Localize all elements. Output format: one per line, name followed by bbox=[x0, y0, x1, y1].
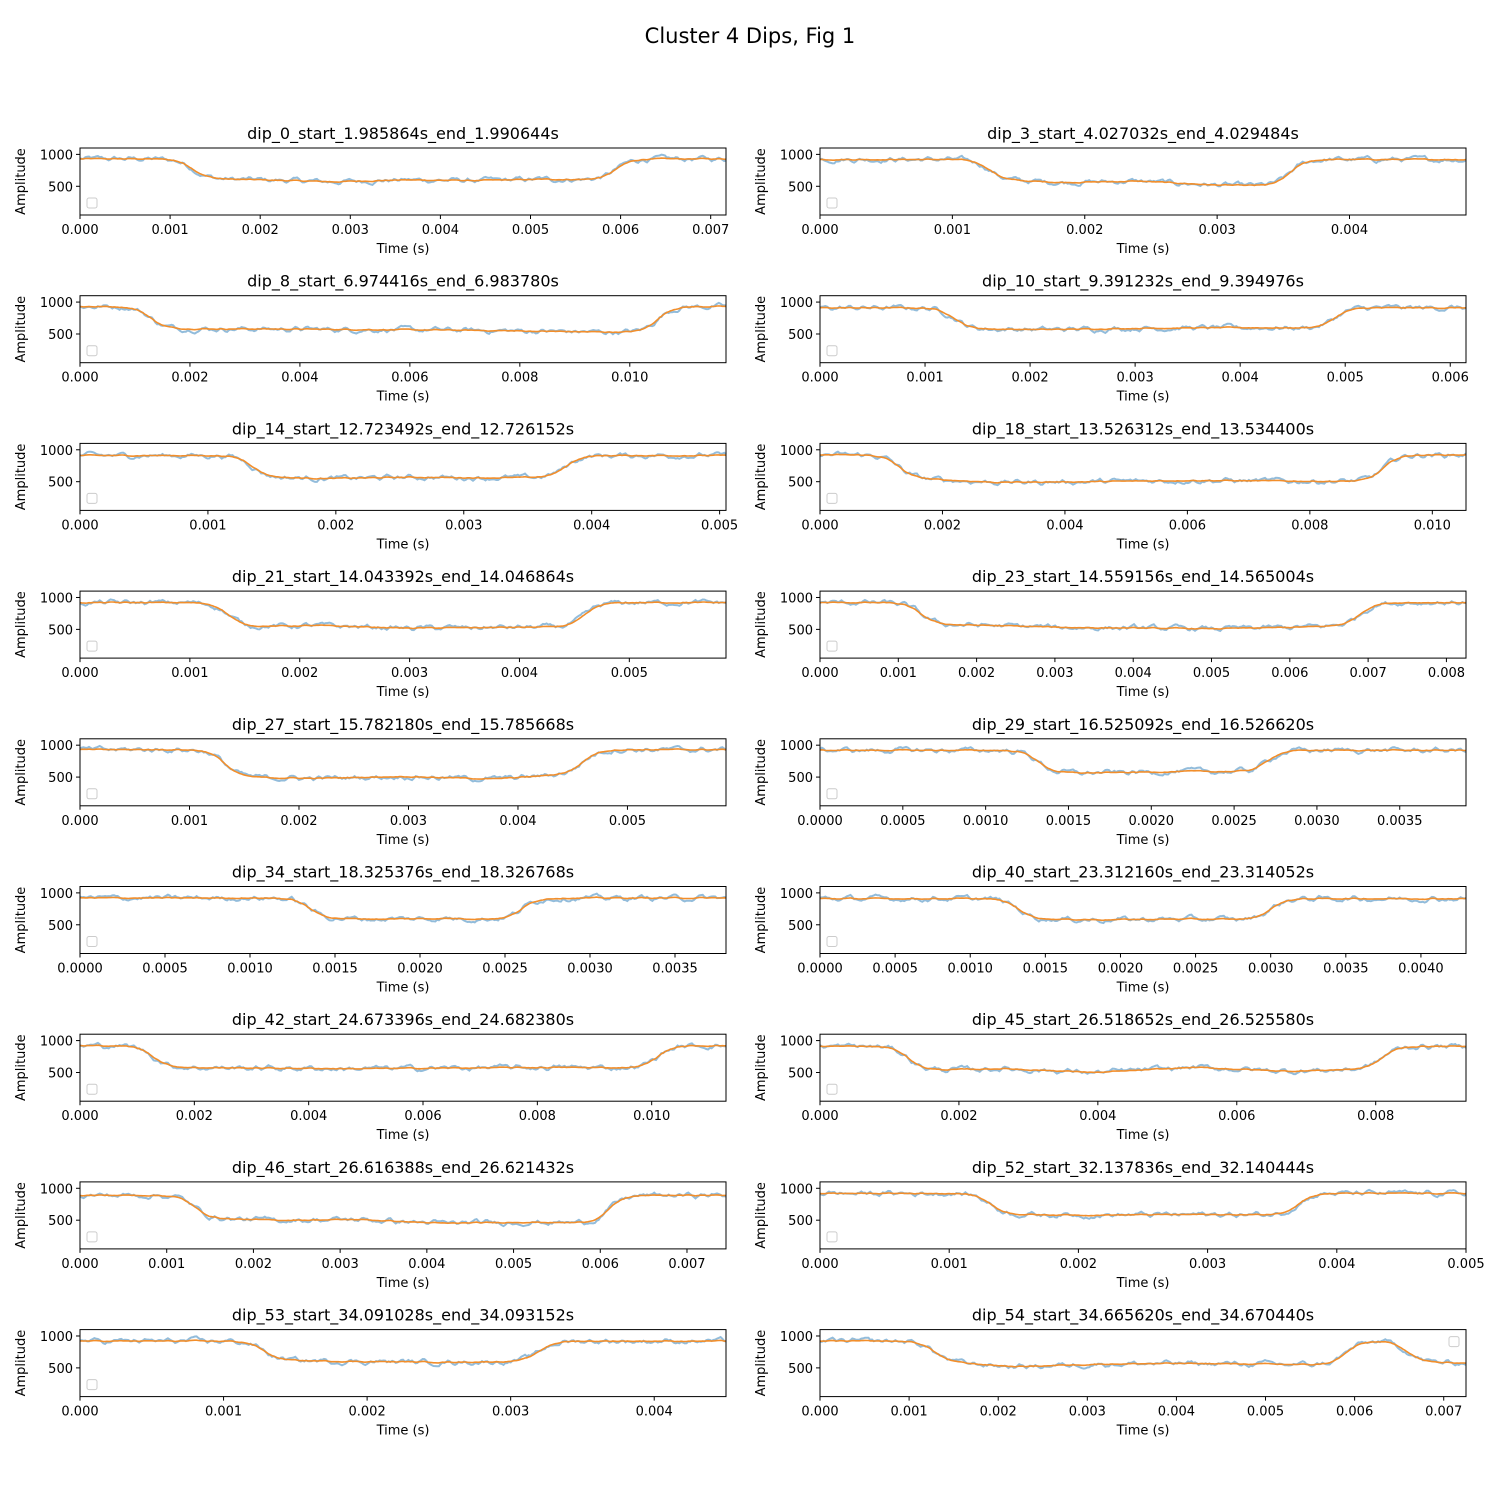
x-tick-label: 0.002 bbox=[317, 518, 355, 534]
x-axis-label: Time (s) bbox=[376, 685, 430, 701]
x-axis-label: Time (s) bbox=[1116, 980, 1170, 996]
x-tick-label: 0.002 bbox=[1011, 370, 1049, 386]
y-tick-label: 1000 bbox=[779, 591, 813, 607]
x-tick-label: 0.0025 bbox=[482, 961, 528, 977]
x-tick-label: 0.001 bbox=[170, 813, 209, 829]
y-tick-label: 1000 bbox=[779, 1182, 813, 1198]
smoothed-series-line bbox=[820, 602, 1466, 629]
y-tick-label: 1000 bbox=[39, 886, 73, 902]
x-tick-label: 0.0020 bbox=[1128, 813, 1175, 829]
x-tick-label: 0.002 bbox=[1059, 1256, 1098, 1272]
y-tick-label: 500 bbox=[48, 771, 73, 787]
smoothed-series-line bbox=[80, 1045, 726, 1069]
figure-title: Cluster 4 Dips, Fig 1 bbox=[644, 24, 856, 48]
y-tick-label: 500 bbox=[48, 1066, 73, 1082]
subplot-title: dip_45_start_26.518652s_end_26.525580s bbox=[971, 1010, 1315, 1030]
x-axis-label: Time (s) bbox=[1116, 1423, 1170, 1439]
subplot-title: dip_52_start_32.137836s_end_32.140444s bbox=[971, 1157, 1315, 1177]
legend-box bbox=[827, 1084, 837, 1094]
x-tick-label: 0.006 bbox=[601, 223, 640, 238]
subplot-12 bbox=[14, 1010, 726, 1143]
x-tick-label: 0.006 bbox=[1271, 666, 1309, 682]
legend-box bbox=[827, 198, 837, 208]
y-axis-label: Amplitude bbox=[754, 738, 769, 806]
x-tick-label: 0.002 bbox=[241, 223, 279, 238]
subplot-title: dip_46_start_26.616388s_end_26.621432s bbox=[231, 1157, 575, 1177]
x-tick-label: 0.007 bbox=[1349, 666, 1387, 682]
subplot-title: dip_40_start_23.312160s_end_23.314052s bbox=[971, 862, 1315, 882]
y-axis-label: Amplitude bbox=[754, 1182, 769, 1249]
plot-frame bbox=[80, 1330, 726, 1397]
x-axis-label: Time (s) bbox=[376, 537, 430, 553]
x-axis-label: Time (s) bbox=[1116, 832, 1170, 848]
subplot-11 bbox=[754, 863, 1466, 996]
subplot-0 bbox=[14, 124, 729, 257]
x-tick-label: 0.003 bbox=[1198, 223, 1236, 238]
subplot-title: dip_29_start_16.525092s_end_16.526620s bbox=[971, 714, 1315, 734]
x-tick-label: 0.004 bbox=[281, 370, 319, 386]
x-axis-label: Time (s) bbox=[376, 1275, 430, 1291]
x-tick-label: 0.000 bbox=[801, 223, 839, 238]
subplot-15 bbox=[754, 1158, 1485, 1291]
x-tick-label: 0.000 bbox=[801, 1109, 839, 1125]
x-tick-label: 0.001 bbox=[151, 223, 189, 238]
y-tick-label: 1000 bbox=[39, 739, 73, 755]
x-tick-label: 0.003 bbox=[331, 223, 369, 238]
x-tick-label: 0.002 bbox=[280, 813, 318, 829]
legend-box bbox=[87, 493, 97, 503]
x-tick-label: 0.000 bbox=[801, 370, 839, 386]
legend-box bbox=[827, 493, 837, 503]
y-tick-label: 500 bbox=[788, 327, 813, 343]
y-tick-label: 500 bbox=[48, 475, 73, 491]
x-tick-label: 0.000 bbox=[61, 1256, 99, 1272]
x-tick-label: 0.002 bbox=[171, 370, 209, 386]
x-tick-label: 0.001 bbox=[171, 666, 209, 682]
y-axis-label: Amplitude bbox=[754, 443, 769, 511]
x-tick-label: 0.005 bbox=[610, 666, 648, 682]
legend-box bbox=[827, 789, 837, 799]
x-tick-label: 0.001 bbox=[148, 1256, 186, 1272]
y-axis-label: Amplitude bbox=[754, 1329, 769, 1397]
x-tick-label: 0.000 bbox=[801, 1256, 839, 1272]
y-axis-label: Amplitude bbox=[14, 591, 29, 658]
subplot-title: dip_27_start_15.782180s_end_15.785668s bbox=[231, 714, 575, 734]
subplot-5 bbox=[754, 419, 1466, 552]
x-tick-label: 0.000 bbox=[61, 1109, 99, 1125]
x-tick-label: 0.002 bbox=[234, 1256, 273, 1272]
y-tick-label: 1000 bbox=[39, 443, 73, 459]
y-tick-label: 1000 bbox=[779, 1034, 813, 1050]
x-tick-label: 0.005 bbox=[1447, 1256, 1485, 1272]
subplot-title: dip_54_start_34.665620s_end_34.670440s bbox=[971, 1305, 1315, 1325]
x-tick-label: 0.003 bbox=[1068, 1404, 1106, 1420]
x-tick-label: 0.000 bbox=[801, 1404, 839, 1420]
raw-series-line bbox=[820, 600, 1466, 631]
y-tick-label: 500 bbox=[788, 1361, 813, 1377]
x-tick-label: 0.008 bbox=[518, 1109, 556, 1125]
x-tick-label: 0.000 bbox=[61, 223, 99, 238]
smoothed-series-line bbox=[80, 749, 726, 779]
y-axis-label: Amplitude bbox=[14, 148, 29, 215]
x-tick-label: 0.003 bbox=[321, 1256, 359, 1272]
y-tick-label: 1000 bbox=[39, 591, 73, 607]
y-axis-label: Amplitude bbox=[14, 1329, 29, 1397]
x-tick-label: 0.0005 bbox=[872, 961, 918, 977]
subplot-title: dip_21_start_14.043392s_end_14.046864s bbox=[231, 567, 575, 587]
y-tick-label: 500 bbox=[788, 623, 813, 639]
x-tick-label: 0.003 bbox=[1036, 666, 1074, 682]
y-tick-label: 500 bbox=[788, 1214, 813, 1230]
y-tick-label: 500 bbox=[788, 771, 813, 787]
subplot-title: dip_0_start_1.985864s_end_1.990644s bbox=[247, 124, 559, 143]
x-tick-label: 0.000 bbox=[61, 813, 99, 829]
smoothed-series-line bbox=[820, 454, 1466, 483]
y-axis-label: Amplitude bbox=[754, 591, 769, 658]
smoothed-series-line bbox=[80, 306, 726, 333]
y-tick-label: 1000 bbox=[779, 739, 813, 755]
subplot-title: dip_34_start_18.325376s_end_18.326768s bbox=[231, 862, 575, 882]
y-tick-label: 500 bbox=[788, 918, 813, 934]
subplot-title: dip_3_start_4.027032s_end_4.029484s bbox=[987, 124, 1299, 143]
x-tick-label: 0.0035 bbox=[652, 961, 698, 977]
y-tick-label: 1000 bbox=[39, 148, 73, 164]
x-axis-label: Time (s) bbox=[376, 832, 430, 848]
plot-frame bbox=[80, 148, 726, 215]
x-tick-label: 0.0030 bbox=[1247, 961, 1294, 977]
x-tick-label: 0.004 bbox=[408, 1256, 446, 1272]
x-tick-label: 0.0000 bbox=[57, 961, 103, 977]
y-tick-label: 500 bbox=[48, 1214, 73, 1230]
x-axis-label: Time (s) bbox=[376, 980, 430, 996]
x-tick-label: 0.0010 bbox=[227, 961, 273, 977]
x-tick-label: 0.000 bbox=[61, 370, 99, 386]
x-tick-label: 0.003 bbox=[390, 666, 429, 682]
subplot-1 bbox=[754, 124, 1466, 257]
subplot-title: dip_42_start_24.673396s_end_24.682380s bbox=[231, 1010, 575, 1030]
x-tick-label: 0.004 bbox=[1114, 666, 1152, 682]
x-tick-label: 0.003 bbox=[1116, 370, 1154, 386]
x-tick-label: 0.001 bbox=[204, 1404, 243, 1420]
x-tick-label: 0.0010 bbox=[947, 961, 993, 977]
y-tick-label: 1000 bbox=[39, 296, 73, 312]
subplot-6 bbox=[14, 567, 726, 700]
y-tick-label: 1000 bbox=[779, 148, 813, 164]
y-tick-label: 500 bbox=[48, 623, 73, 639]
y-tick-label: 500 bbox=[788, 475, 813, 491]
x-axis-label: Time (s) bbox=[376, 1128, 430, 1144]
x-tick-label: 0.006 bbox=[1218, 1109, 1256, 1125]
x-tick-label: 0.006 bbox=[391, 370, 429, 386]
x-tick-label: 0.008 bbox=[1357, 1109, 1395, 1125]
x-tick-label: 0.003 bbox=[492, 1404, 530, 1420]
legend-box bbox=[87, 346, 97, 356]
y-tick-label: 500 bbox=[788, 180, 813, 196]
x-axis-label: Time (s) bbox=[376, 389, 430, 405]
x-tick-label: 0.006 bbox=[581, 1256, 619, 1272]
x-axis-label: Time (s) bbox=[376, 1423, 430, 1439]
plot-frame bbox=[820, 1034, 1466, 1101]
legend-box bbox=[827, 937, 837, 947]
x-tick-label: 0.002 bbox=[348, 1404, 386, 1420]
x-tick-label: 0.005 bbox=[700, 518, 739, 534]
y-tick-label: 1000 bbox=[779, 1329, 813, 1345]
x-tick-label: 0.0020 bbox=[397, 961, 443, 977]
x-tick-label: 0.0015 bbox=[1045, 813, 1092, 829]
x-axis-label: Time (s) bbox=[1116, 242, 1170, 257]
x-tick-label: 0.004 bbox=[1318, 1256, 1356, 1272]
x-tick-label: 0.005 bbox=[608, 813, 647, 829]
x-tick-label: 0.000 bbox=[61, 518, 99, 534]
x-tick-label: 0.005 bbox=[511, 223, 550, 238]
x-tick-label: 0.0040 bbox=[1398, 961, 1444, 977]
x-tick-label: 0.0030 bbox=[567, 961, 613, 977]
subplot-8 bbox=[14, 715, 726, 848]
x-tick-label: 0.000 bbox=[801, 666, 839, 682]
x-tick-label: 0.005 bbox=[1326, 370, 1364, 386]
subplot-9 bbox=[754, 715, 1466, 848]
x-tick-label: 0.006 bbox=[1431, 370, 1469, 386]
subplot-4 bbox=[14, 419, 738, 552]
x-tick-label: 0.001 bbox=[930, 1256, 968, 1272]
x-tick-label: 0.0025 bbox=[1211, 813, 1257, 829]
x-tick-label: 0.004 bbox=[573, 518, 611, 534]
x-tick-label: 0.0025 bbox=[1172, 961, 1219, 977]
legend-box bbox=[87, 789, 97, 799]
x-tick-label: 0.0035 bbox=[1376, 813, 1423, 829]
legend-box bbox=[827, 346, 837, 356]
subplot-title: dip_23_start_14.559156s_end_14.565004s bbox=[971, 567, 1315, 587]
x-tick-label: 0.008 bbox=[501, 370, 539, 386]
y-axis-label: Amplitude bbox=[14, 1182, 29, 1249]
x-tick-label: 0.004 bbox=[1330, 223, 1369, 238]
x-tick-label: 0.001 bbox=[906, 370, 944, 386]
x-axis-label: Time (s) bbox=[376, 242, 430, 257]
x-tick-label: 0.003 bbox=[1188, 1256, 1227, 1272]
y-axis-label: Amplitude bbox=[14, 1034, 29, 1102]
subplot-7 bbox=[754, 567, 1466, 700]
subplot-13 bbox=[754, 1010, 1466, 1143]
subplot-2 bbox=[14, 272, 726, 405]
y-tick-label: 1000 bbox=[779, 443, 813, 459]
x-tick-label: 0.002 bbox=[281, 666, 319, 682]
y-axis-label: Amplitude bbox=[754, 148, 769, 215]
x-tick-label: 0.004 bbox=[500, 666, 539, 682]
subplot-title: dip_14_start_12.723492s_end_12.726152s bbox=[231, 419, 575, 439]
x-tick-label: 0.0000 bbox=[797, 961, 843, 977]
y-axis-label: Amplitude bbox=[754, 295, 769, 363]
x-tick-label: 0.001 bbox=[879, 666, 917, 682]
x-tick-label: 0.004 bbox=[1046, 518, 1084, 534]
x-tick-label: 0.0015 bbox=[1022, 961, 1069, 977]
raw-series-line bbox=[80, 599, 726, 630]
x-tick-label: 0.0010 bbox=[962, 813, 1009, 829]
x-tick-label: 0.000 bbox=[61, 1404, 99, 1420]
legend-box bbox=[87, 641, 97, 651]
x-tick-label: 0.005 bbox=[494, 1256, 533, 1272]
y-tick-label: 1000 bbox=[779, 886, 813, 902]
plot-frame bbox=[80, 591, 726, 658]
x-tick-label: 0.005 bbox=[1246, 1404, 1285, 1420]
subplot-title: dip_10_start_9.391232s_end_9.394976s bbox=[982, 271, 1304, 291]
x-tick-label: 0.002 bbox=[175, 1109, 213, 1125]
legend-box bbox=[87, 1380, 97, 1390]
x-tick-label: 0.004 bbox=[499, 813, 537, 829]
x-tick-label: 0.010 bbox=[1413, 518, 1451, 534]
x-tick-label: 0.004 bbox=[635, 1404, 673, 1420]
y-tick-label: 500 bbox=[48, 180, 73, 196]
x-tick-label: 0.0005 bbox=[880, 813, 926, 829]
x-tick-label: 0.000 bbox=[61, 666, 99, 682]
y-axis-label: Amplitude bbox=[14, 738, 29, 806]
x-tick-label: 0.008 bbox=[1427, 666, 1466, 682]
y-tick-label: 1000 bbox=[779, 296, 813, 312]
y-tick-label: 500 bbox=[788, 1066, 813, 1082]
legend-box bbox=[827, 1232, 837, 1242]
subplot-3 bbox=[754, 272, 1469, 405]
y-axis-label: Amplitude bbox=[14, 295, 29, 363]
x-tick-label: 0.004 bbox=[290, 1109, 328, 1125]
x-tick-label: 0.004 bbox=[421, 223, 459, 238]
x-tick-label: 0.0015 bbox=[312, 961, 358, 977]
subplot-17 bbox=[754, 1306, 1466, 1439]
x-tick-label: 0.006 bbox=[1336, 1404, 1374, 1420]
y-axis-label: Amplitude bbox=[754, 886, 769, 954]
subplot-title: dip_8_start_6.974416s_end_6.983780s bbox=[247, 271, 559, 291]
x-tick-label: 0.001 bbox=[189, 518, 227, 534]
subplot-14 bbox=[14, 1158, 726, 1291]
x-tick-label: 0.010 bbox=[611, 370, 649, 386]
x-tick-label: 0.001 bbox=[890, 1404, 928, 1420]
y-tick-label: 1000 bbox=[39, 1034, 73, 1050]
x-tick-label: 0.002 bbox=[957, 666, 996, 682]
x-tick-label: 0.0020 bbox=[1097, 961, 1144, 977]
y-tick-label: 500 bbox=[48, 1361, 73, 1377]
subplot-10 bbox=[14, 863, 726, 996]
subplot-16 bbox=[14, 1306, 726, 1439]
legend-box bbox=[87, 1232, 97, 1242]
legend-box bbox=[827, 641, 837, 651]
x-tick-label: 0.007 bbox=[668, 1256, 706, 1272]
x-tick-label: 0.0000 bbox=[797, 813, 843, 829]
y-tick-label: 500 bbox=[48, 918, 73, 934]
smoothed-series-line bbox=[80, 455, 726, 479]
subplot-title: dip_18_start_13.526312s_end_13.534400s bbox=[971, 419, 1315, 439]
x-tick-label: 0.002 bbox=[1066, 223, 1104, 238]
plot-frame bbox=[820, 887, 1466, 954]
x-tick-label: 0.001 bbox=[933, 223, 971, 238]
x-tick-label: 0.002 bbox=[940, 1109, 978, 1125]
y-tick-label: 1000 bbox=[39, 1329, 73, 1345]
smoothed-series-line bbox=[80, 602, 726, 629]
x-axis-label: Time (s) bbox=[1116, 1275, 1170, 1291]
x-tick-label: 0.000 bbox=[801, 518, 839, 534]
legend-box bbox=[87, 1084, 97, 1094]
x-tick-label: 0.003 bbox=[389, 813, 428, 829]
x-tick-label: 0.006 bbox=[1168, 518, 1207, 534]
legend-box bbox=[1449, 1337, 1459, 1347]
x-tick-label: 0.010 bbox=[633, 1109, 671, 1125]
x-tick-label: 0.007 bbox=[1425, 1404, 1463, 1420]
plot-frame bbox=[80, 1182, 726, 1249]
x-tick-label: 0.0030 bbox=[1294, 813, 1340, 829]
x-axis-label: Time (s) bbox=[1116, 685, 1170, 701]
x-tick-label: 0.004 bbox=[1157, 1404, 1196, 1420]
plot-frame bbox=[820, 591, 1466, 658]
x-axis-label: Time (s) bbox=[1116, 1128, 1170, 1144]
y-tick-label: 1000 bbox=[39, 1182, 73, 1198]
x-tick-label: 0.008 bbox=[1291, 518, 1329, 534]
legend-box bbox=[87, 198, 97, 208]
x-tick-label: 0.006 bbox=[404, 1109, 442, 1125]
y-tick-label: 500 bbox=[48, 327, 73, 343]
smoothed-series-line bbox=[820, 159, 1466, 186]
x-axis-label: Time (s) bbox=[1116, 537, 1170, 553]
y-axis-label: Amplitude bbox=[14, 443, 29, 511]
x-tick-label: 0.007 bbox=[692, 223, 730, 238]
x-tick-label: 0.0035 bbox=[1323, 961, 1369, 977]
smoothed-series-line bbox=[820, 750, 1466, 774]
subplot-title: dip_53_start_34.091028s_end_34.093152s bbox=[231, 1305, 575, 1325]
x-tick-label: 0.0005 bbox=[142, 961, 188, 977]
x-tick-label: 0.004 bbox=[1079, 1109, 1117, 1125]
x-tick-label: 0.002 bbox=[979, 1404, 1017, 1420]
x-tick-label: 0.003 bbox=[445, 518, 483, 534]
x-tick-label: 0.005 bbox=[1192, 666, 1231, 682]
y-axis-label: Amplitude bbox=[754, 1034, 769, 1102]
x-tick-label: 0.004 bbox=[1221, 370, 1259, 386]
x-tick-label: 0.002 bbox=[923, 518, 962, 534]
x-axis-label: Time (s) bbox=[1116, 389, 1170, 405]
legend-box bbox=[87, 937, 97, 947]
y-axis-label: Amplitude bbox=[14, 886, 29, 954]
